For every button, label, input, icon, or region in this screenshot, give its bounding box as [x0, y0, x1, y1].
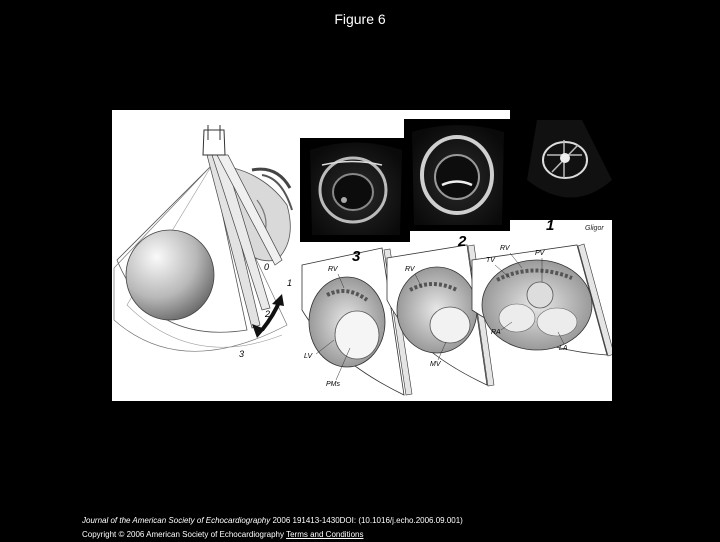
label-rv-2: RV: [405, 266, 415, 273]
echo-image-2: [404, 119, 510, 231]
sweep-number-0: 0: [264, 262, 270, 272]
echo-image-1: [510, 110, 612, 220]
copyright-text: Copyright © 2006 American Society of Echocardiography: [82, 530, 285, 539]
citation-text: 2006 191413-1430DOI: (10.1016/j.echo.2006.09.001): [270, 516, 463, 525]
label-tv: TV: [486, 257, 495, 264]
sweep-diagram: [114, 125, 292, 359]
label-rv-3: RV: [328, 266, 338, 273]
label-lv: LV: [304, 353, 313, 360]
view-number-2: 2: [458, 233, 467, 250]
echo-image-3: [300, 138, 410, 242]
journal-name: Journal of the American Society of Echocardiography: [82, 516, 271, 525]
terms-link[interactable]: Terms and Conditions: [286, 530, 364, 539]
heart-ball: [126, 230, 214, 320]
sweep-number-2: 2: [265, 309, 271, 319]
label-ra: RA: [491, 329, 501, 336]
figure-illustration: [112, 110, 612, 401]
sweep-number-3: 3: [239, 349, 245, 359]
label-mv: MV: [430, 361, 441, 368]
label-pv: PV: [535, 250, 545, 257]
slide-title: Figure 6: [334, 11, 386, 27]
citation-line: [82, 514, 463, 528]
figure-panel: [112, 110, 612, 401]
artist-signature: Gligor: [585, 225, 604, 232]
label-la: LA: [559, 345, 568, 352]
view-number-3: 3: [352, 248, 361, 265]
label-pms: PMs: [326, 381, 340, 388]
figure-caption: [82, 514, 463, 542]
sweep-number-1: 1: [287, 278, 293, 288]
view-number-1: 1: [546, 217, 555, 234]
label-rv-1: RV: [500, 245, 510, 252]
